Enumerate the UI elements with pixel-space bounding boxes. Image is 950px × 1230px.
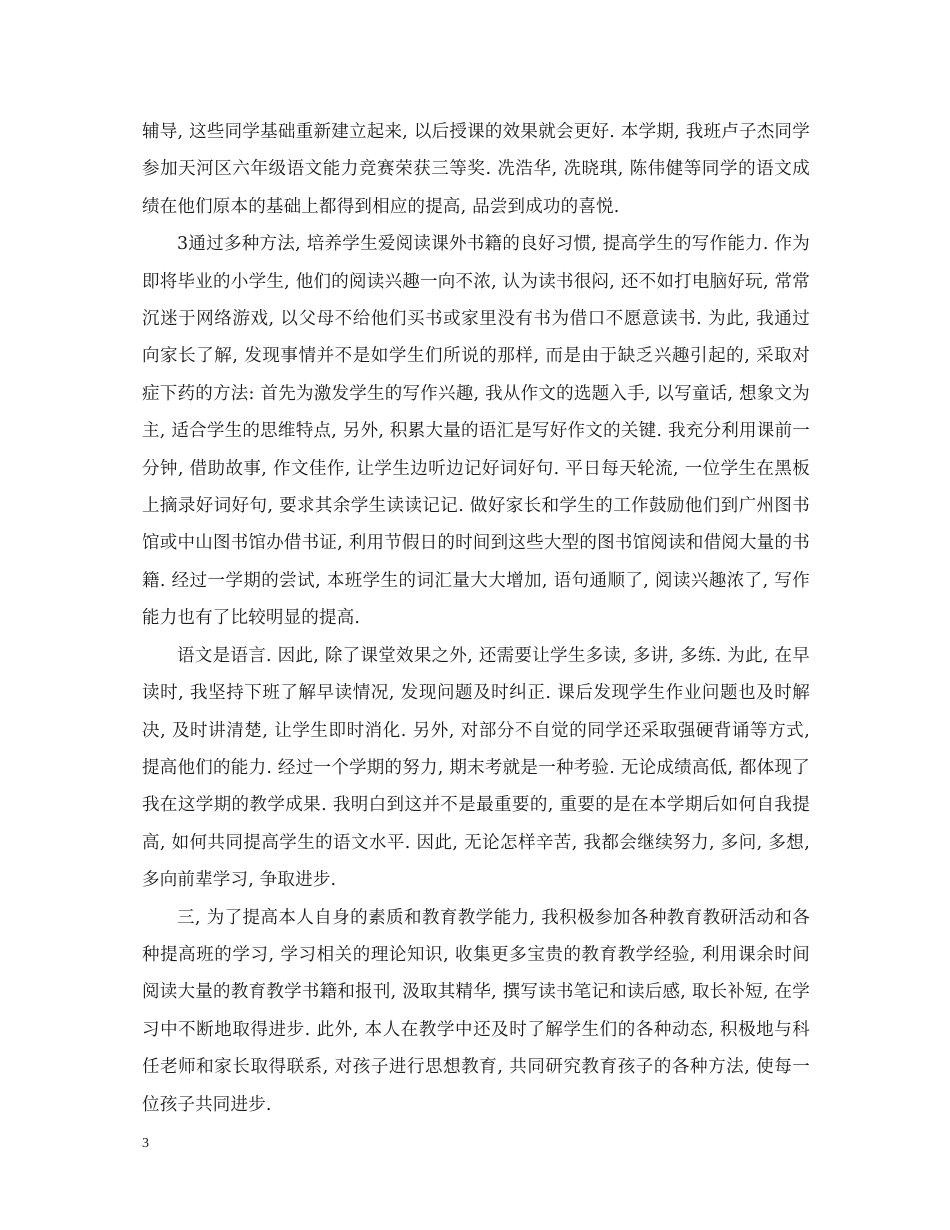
paragraph-4: 三, 为了提高本人自身的素质和教育教学能力, 我积极参加各种教育教研活动和各种提高班的学习, 学习相关的理论知识, 收集更多宝贵的教育教学经验, 利用课余时间阅读大量的教育教学书籍和报刊, 汲取其精华, 撰写读书笔记和读后感, 取长补短, 在学习中不断地取得进步. 此外, 本人在教学中还及时了解学生们的各种动态, 积极地与科任老师和家长取得联系, 对孩子进行思想教育, 共同研究教育孩子的各种方法, 使每一位孩子共同进步. — [142, 907, 810, 1115]
page-number: 3 — [142, 1136, 149, 1151]
paragraph-2: 3通过多种方法, 培养学生爱阅读课外书籍的良好习惯, 提高学生的写作能力. 作为即将毕业的小学生, 他们的阅读兴趣一向不浓, 认为读书很闷, 还不如打电脑好玩, 常常沉迷于网络游戏, 以父母不给他们买书或家里没有书为借口不愿意读书. 为此, 我通过向家长了解, 发现事情并不是如学生们所说的那样, 而是由于缺乏兴趣引起的, 采取对症下药的方法: 首先为激发学生的写作兴趣, 我从作文的选题入手, 以写童话, 想象文为主, 适合学生的思维特点, 另外, 积累大量的语汇是写好作文的关键. 我充分利用课前一分钟, 借助故事, 作文佳作, 让学生边听边记好词好句. 平日每天轮流, 一位学生在黑板上摘录好词好句, 要求其余学生读读记记. 做好家长和学生的工作鼓励他们到广州图书馆或中山图书馆办借书证, 利用节假日的时间到这些大型的图书馆阅读和借阅大量的书籍. 经过一学期的尝试, 本班学生的词汇量大大增加, 语句通顺了, 阅读兴趣浓了, 写作能力也有了比较明显的提高. — [142, 234, 810, 629]
paragraph-3: 语文是语言. 因此, 除了课堂效果之外, 还需要让学生多读, 多讲, 多练. 为此, 在早读时, 我坚持下班了解早读情况, 发现问题及时纠正. 课后发现学生作业问题也及时解决, 及时讲清楚, 让学生即时消化. 另外, 对部分不自觉的同学还采取强硬背诵等方式, 提高他们的能力. 经过一个学期的努力, 期末考就是一种考验. 无论成绩高低, 都体现了我在这学期的教学成果. 我明白到这并不是最重要的, 重要的是在本学期后如何自我提高, 如何共同提高学生的语文水平. 因此, 无论怎样辛苦, 我都会继续努力, 多问, 多想, 多向前辈学习, 争取进步. — [142, 645, 810, 891]
document-body — [142, 114, 810, 1124]
paragraph-1: 辅导, 这些同学基础重新建立起来, 以后授课的效果就会更好. 本学期, 我班卢子杰同学参加天河区六年级语文能力竞赛荣获三等奖. 冼浩华, 冼晓琪, 陈伟健等同学的语文成绩在他们原本的基础上都得到相应的提高, 品尝到成功的喜悦. — [142, 122, 810, 217]
